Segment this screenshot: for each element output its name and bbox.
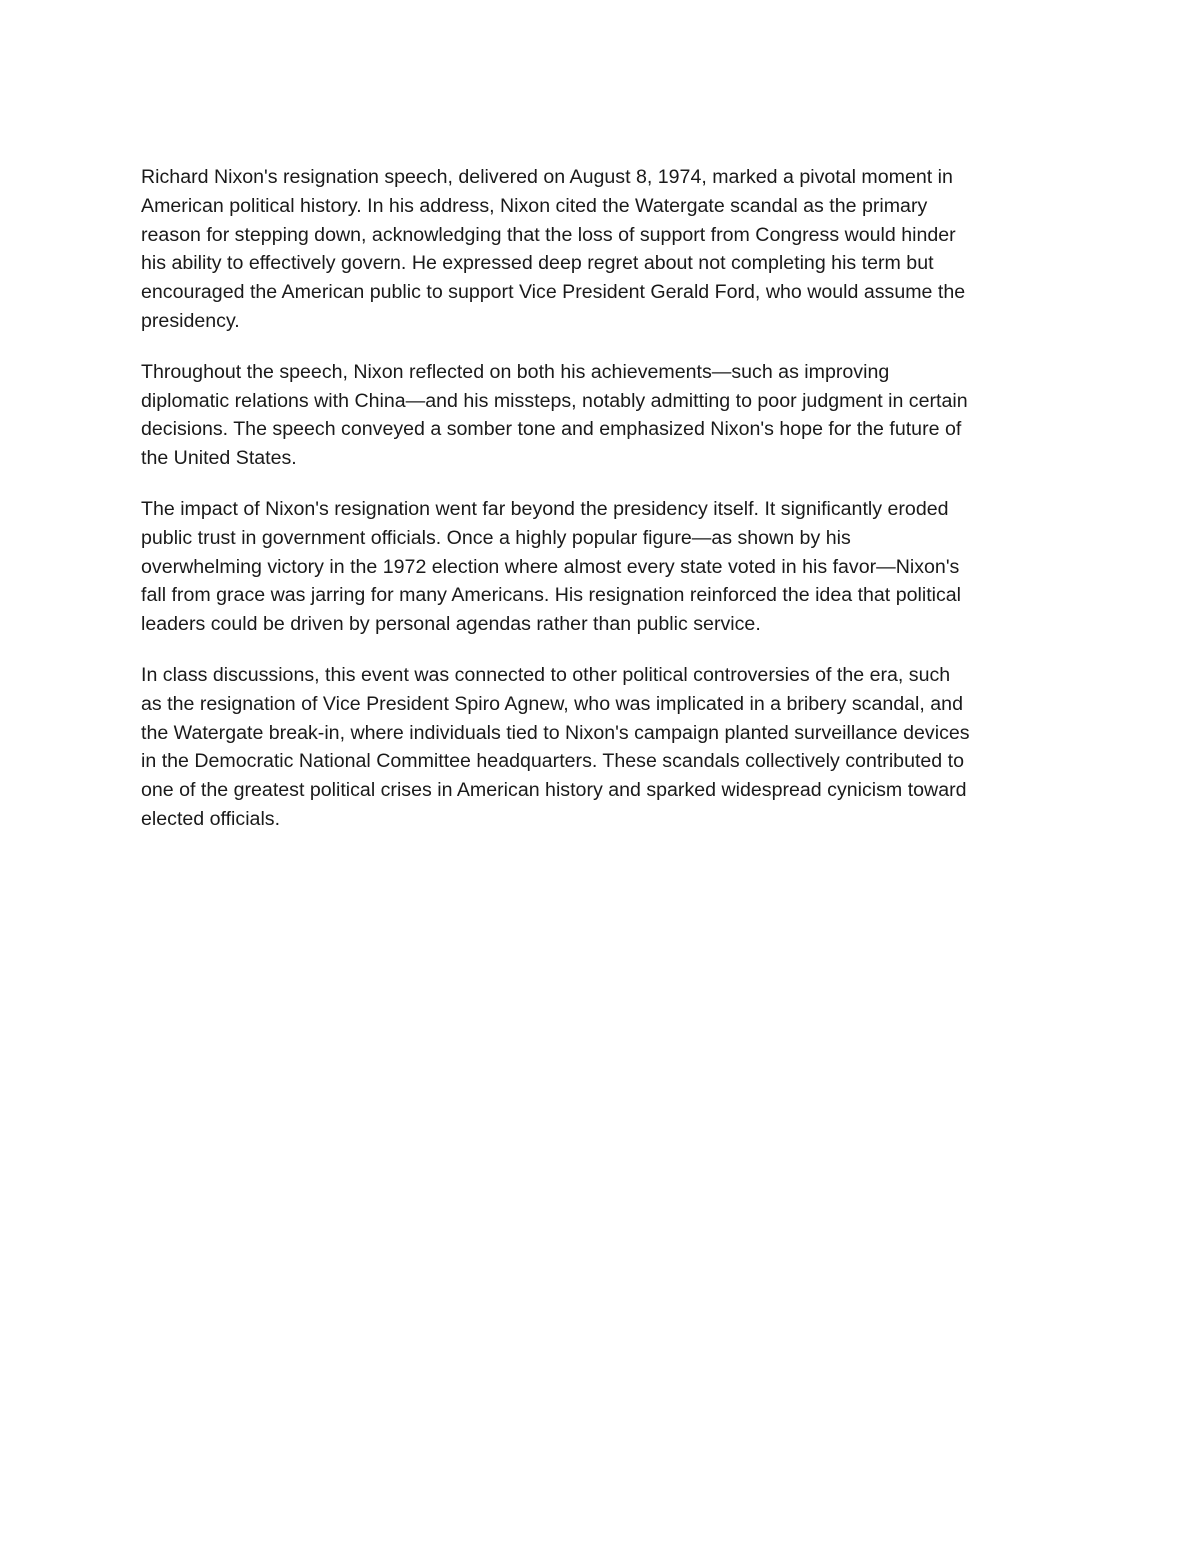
paragraph-resignation-speech: Richard Nixon's resignation speech, delivered on August 8, 1974, marked a pivotal moment in American political history. In his address, Nixon cited the Watergate scandal as the primary reason for stepping down, acknowledging that the loss of support from Congress would hinder his ability to effectively govern. He expressed deep regret about not completing his term but encouraged the American public to support Vice President Gerald Ford, who would assume the presidency.	[141, 166, 966, 332]
document-body	[141, 163, 1061, 856]
paragraph-resignation-impact: The impact of Nixon's resignation went far beyond the presidency itself. It significantly eroded public trust in government officials. Once a highly popular figure—as shown by his overwhelming victory in the 1972 election where almost every state voted in his favor—Nixon's fall from grace was jarring for many Americans. His resignation reinforced the idea that political leaders could be driven by personal agendas rather than public service.	[141, 497, 962, 636]
paragraph-class-discussions: In class discussions, this event was connected to other political controversies of the era, such as the resignation of Vice President Spiro Agnew, who was implicated in a bribery scandal, and the Watergate break-in, where individuals tied to Nixon's campaign planted surveillance devices in the Democratic National Committee headquarters. These scandals collectively contributed to one of the greatest political crises in American history and sparked widespread cynicism toward elected officials.	[141, 663, 970, 830]
paragraph-speech-reflection: Throughout the speech, Nixon reflected on both his achievements—such as improving diplomatic relations with China—and his missteps, notably admitting to poor judgment in certain decisions. The speech conveyed a somber tone and emphasized Nixon's hope for the future of the United States.	[141, 360, 968, 470]
